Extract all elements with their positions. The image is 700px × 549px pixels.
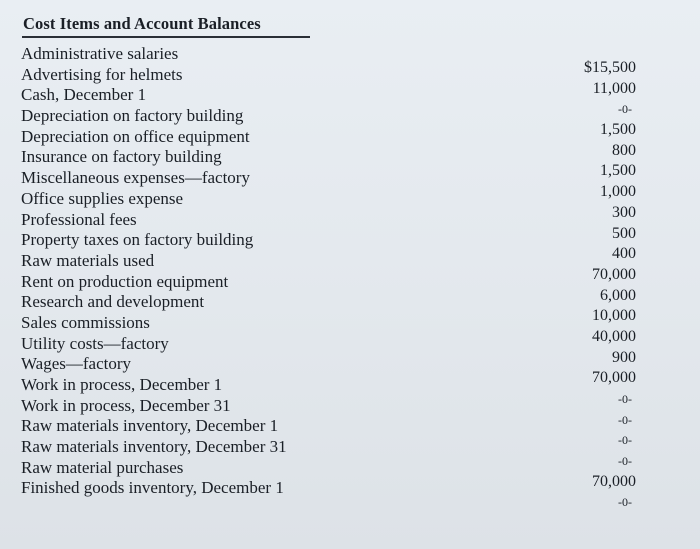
cost-item-label: Raw materials inventory, December 1 (21, 416, 279, 436)
cost-item-label: Finished goods inventory, December 1 (21, 478, 284, 498)
cost-item-label: Administrative salaries (21, 44, 179, 63)
cost-item-value: 40,000 (592, 327, 636, 345)
cost-item-label: Rent on production equipment (21, 271, 229, 291)
cost-item-value: 1,000 (600, 183, 636, 201)
cost-item-values (584, 58, 636, 513)
cost-item-label: Raw material purchases (21, 457, 184, 477)
cost-item-label: Work in process, December 1 (21, 375, 223, 394)
cost-item-labels (21, 44, 287, 499)
cost-item-value: 11,000 (592, 79, 636, 97)
cost-item-label: Professional fees (21, 209, 137, 229)
cost-item-label: Miscellaneous expenses—factory (21, 168, 250, 188)
cost-item-label: Advertising for helmets (21, 64, 183, 84)
cost-item-label: Research and development (21, 292, 205, 312)
cost-item-value: -0- (618, 392, 632, 406)
title-underline (22, 36, 310, 38)
cost-item-value: 70,000 (592, 369, 636, 387)
cost-item-label: Property taxes on factory building (21, 230, 254, 250)
cost-item-value: -0- (618, 102, 632, 117)
cost-item-value: 6,000 (600, 286, 636, 304)
cost-item-value: $15,500 (584, 59, 636, 76)
cost-item-label: Depreciation on factory building (21, 106, 244, 126)
cost-item-value: 1,500 (600, 162, 636, 180)
cost-item-label: Cash, December 1 (21, 85, 147, 105)
cost-item-label: Sales commissions (21, 312, 150, 332)
cost-item-value: 70,000 (592, 265, 636, 283)
cost-item-label: Raw materials inventory, December 31 (21, 437, 287, 457)
cost-item-label: Insurance on factory building (21, 147, 222, 167)
cost-item-label: Utility costs—factory (21, 333, 169, 353)
table-title: Cost Items and Account Balances (23, 14, 261, 33)
cost-item-value: 300 (612, 203, 636, 221)
cost-item-label: Raw materials used (21, 250, 155, 270)
cost-item-value: -0- (618, 495, 632, 510)
cost-item-label: Wages—factory (21, 354, 132, 374)
cost-item-value: 500 (612, 224, 636, 242)
cost-item-value: 800 (612, 141, 636, 159)
cost-item-value: 1,500 (600, 121, 636, 139)
cost-item-value: -0- (618, 433, 632, 448)
cost-item-value: 70,000 (592, 472, 636, 490)
cost-item-value: -0- (618, 412, 632, 427)
cost-item-label: Depreciation on office equipment (21, 126, 250, 146)
cost-item-value: 10,000 (592, 307, 636, 325)
cost-item-value: 400 (612, 245, 636, 263)
cost-item-value: 900 (612, 348, 636, 366)
cost-item-value: -0- (618, 454, 632, 469)
cost-item-label: Office supplies expense (21, 188, 184, 208)
cost-item-label: Work in process, December 31 (21, 395, 231, 415)
